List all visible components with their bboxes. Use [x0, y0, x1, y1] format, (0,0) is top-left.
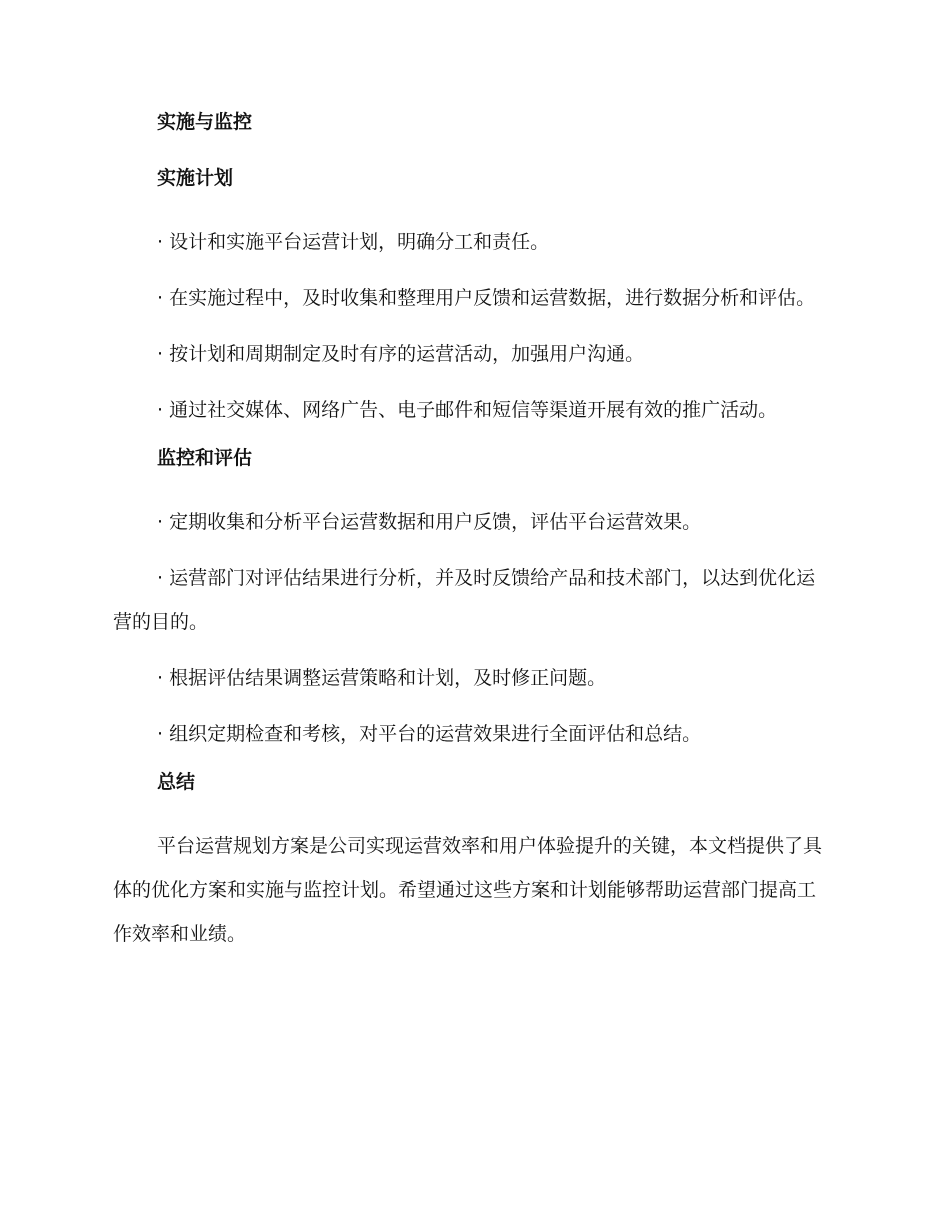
bullet-paragraph: · 定期收集和分析平台运营数据和用户反馈，评估平台运营效果。 — [157, 511, 702, 533]
bullet-paragraph: · 设计和实施平台运营计划，明确分工和责任。 — [157, 231, 550, 253]
summary-heading: 总结 — [157, 771, 196, 793]
bullet-paragraph: · 在实施过程中，及时收集和整理用户反馈和运营数据，进行数据分析和评估。 — [157, 287, 816, 309]
bullet-paragraph: · 根据评估结果调整运营策略和计划，及时修正问题。 — [157, 667, 607, 689]
subsection-heading-implementation-plan: 实施计划 — [157, 167, 234, 189]
bullet-paragraph: · 按计划和周期制定及时有序的运营活动，加强用户沟通。 — [157, 343, 645, 365]
section-title: 实施与监控 — [157, 111, 253, 133]
bullet-paragraph: · 运营部门对评估结果进行分析，并及时反馈给产品和技术部门，以达到优化运营的目的。 — [113, 567, 816, 633]
subsection-heading-monitoring: 监控和评估 — [157, 447, 253, 469]
bullet-paragraph: · 通过社交媒体、网络广告、电子邮件和短信等渠道开展有效的推广活动。 — [157, 399, 778, 421]
bullet-paragraph: · 组织定期检查和考核，对平台的运营效果进行全面评估和总结。 — [157, 723, 702, 745]
summary-paragraph: 平台运营规划方案是公司实现运营效率和用户体验提升的关键，本文档提供了具体的优化方案和实施与监控计划。希望通过这些方案和计划能够帮助运营部门提高工作效率和业绩。 — [113, 835, 823, 945]
document-page — [113, 108, 831, 968]
